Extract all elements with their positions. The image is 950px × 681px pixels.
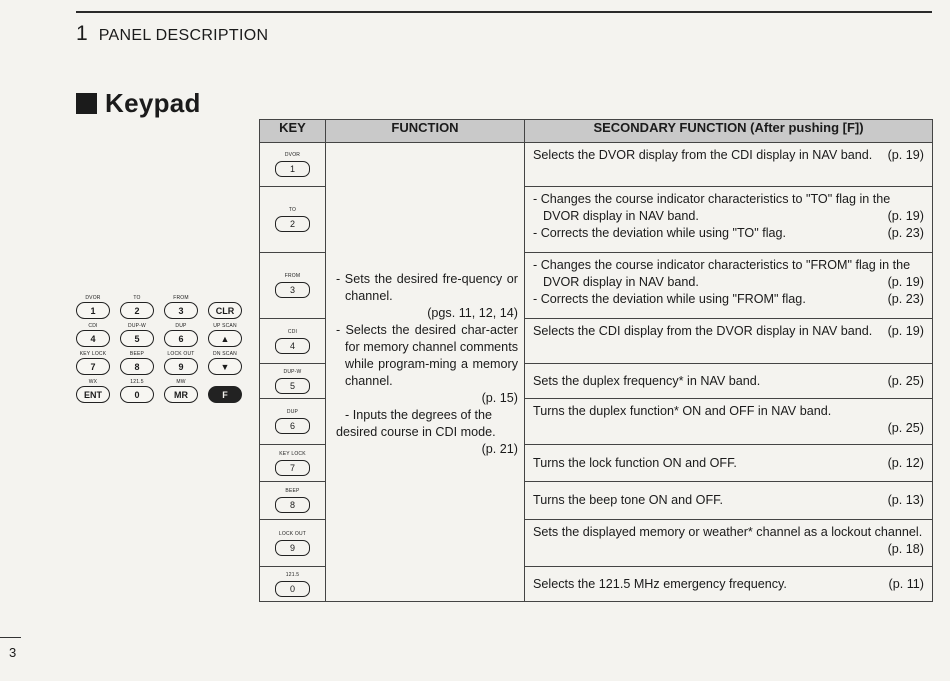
keypad-key-mr: MR xyxy=(164,386,198,403)
keypad-row xyxy=(74,295,244,319)
keypad-key-7: 7 xyxy=(76,358,110,375)
page-ref: (p. 12) xyxy=(887,455,924,470)
key-icon: 3 xyxy=(275,282,310,298)
key-cell xyxy=(260,520,326,567)
secondary-cell xyxy=(525,520,933,567)
keypad-label: UP SCAN xyxy=(213,323,237,329)
keypad-key-3: 3 xyxy=(164,302,198,319)
key-icon: 1 xyxy=(275,161,310,177)
keypad-label: MW xyxy=(176,379,186,385)
table-row xyxy=(260,143,933,187)
function-item: - Sets the desired fre-quency or channel. xyxy=(336,272,518,303)
page-ref: (p. 19) xyxy=(887,209,924,223)
header-secondary-function: SECONDARY FUNCTION (After pushing [F]) xyxy=(525,120,933,143)
key-label: BEEP xyxy=(285,488,300,494)
keypad-key-0: 0 xyxy=(120,386,154,403)
keypad-key-up: ▲ xyxy=(208,330,242,347)
secondary-text: Selects the 121.5 MHz emergency frequency. xyxy=(533,576,787,591)
key-label: DUP-W xyxy=(283,368,302,375)
secondary-text: Sets the duplex frequency* in NAV band. xyxy=(533,373,761,388)
section-square-icon xyxy=(76,93,97,114)
key-cell xyxy=(260,187,326,253)
page-ref: (p. 13) xyxy=(887,493,924,507)
keypad-label: 121.5 xyxy=(130,379,144,385)
page-ref: (p. 18) xyxy=(887,542,924,556)
keypad-function-table xyxy=(259,119,933,602)
secondary-text: - Changes the course indicator characteristics to "FROM" flag in the DVOR display in NAV band. xyxy=(533,258,911,289)
key-cell xyxy=(260,445,326,482)
page-ref: (p. 23) xyxy=(887,292,924,306)
key-icon: 4 xyxy=(275,338,310,354)
keypad-key-2: 2 xyxy=(120,302,154,319)
secondary-text: Selects the DVOR display from the CDI display in NAV band. xyxy=(533,148,873,162)
secondary-line xyxy=(533,257,924,291)
secondary-cell xyxy=(525,567,933,602)
secondary-cell xyxy=(525,187,933,253)
key-cell xyxy=(260,364,326,399)
keypad-label: DUP-W xyxy=(128,323,146,329)
page-number-rule xyxy=(0,637,21,638)
keypad-key-ent: ENT xyxy=(76,386,110,403)
page-ref: (p. 25) xyxy=(887,421,924,435)
keypad-label: WX xyxy=(88,379,98,385)
keypad-key-1: 1 xyxy=(76,302,110,319)
key-icon: 6 xyxy=(275,418,310,434)
key-icon: 8 xyxy=(275,497,310,513)
secondary-line xyxy=(533,225,924,242)
key-cell xyxy=(260,143,326,187)
key-label: DUP xyxy=(286,409,299,415)
key-cell xyxy=(260,482,326,520)
chapter-number: 1 xyxy=(76,22,88,45)
function-item: - Inputs the degrees of the desired course in CDI mode. xyxy=(336,408,496,439)
key-icon: 0 xyxy=(275,581,310,597)
key-cell xyxy=(260,399,326,445)
secondary-cell xyxy=(525,445,933,482)
key-icon: 5 xyxy=(275,378,310,394)
keypad-label: KEY LOCK xyxy=(79,351,107,357)
secondary-text: Turns the duplex function* ON and OFF in NAV band. xyxy=(533,404,832,418)
keypad-label: DUP xyxy=(175,323,187,329)
keypad-key-9: 9 xyxy=(164,358,198,375)
page-ref: (p. 23) xyxy=(887,226,924,240)
secondary-cell xyxy=(525,364,933,399)
header-function: FUNCTION xyxy=(326,120,525,143)
key-label: CDI xyxy=(287,328,298,335)
key-icon: 2 xyxy=(275,216,310,232)
key-label: 121.5 xyxy=(285,571,300,578)
key-label: LOCK OUT xyxy=(278,530,307,537)
function-ref: (p. 15) xyxy=(481,391,518,405)
key-cell xyxy=(260,319,326,364)
secondary-text: - Changes the course indicator characteristics to "TO" flag in the DVOR display in NAV band. xyxy=(533,192,891,223)
function-cell xyxy=(326,143,525,602)
secondary-cell xyxy=(525,143,933,187)
keypad-label: FROM xyxy=(173,295,189,301)
top-rule xyxy=(76,11,932,13)
keypad-key-4: 4 xyxy=(76,330,110,347)
key-label: FROM xyxy=(284,273,301,279)
keypad-row xyxy=(74,351,244,375)
key-icon: 7 xyxy=(275,460,310,476)
page-ref: (p. 19) xyxy=(887,324,924,338)
header-key: KEY xyxy=(260,120,326,143)
secondary-text: Sets the displayed memory or weather* channel as a lockout channel. xyxy=(533,525,923,539)
keypad-label: CDI xyxy=(88,323,98,329)
secondary-text: - Corrects the deviation while using "TO" flag. xyxy=(533,226,787,240)
secondary-text: Selects the CDI display from the DVOR display in NAV band. xyxy=(533,324,873,338)
secondary-text: - Corrects the deviation while using "FROM" flag. xyxy=(533,292,806,306)
section-title: Keypad xyxy=(105,88,201,118)
page-ref: (p. 11) xyxy=(888,576,924,591)
secondary-text: Turns the lock function ON and OFF. xyxy=(533,455,737,470)
keypad-label: LOCK OUT xyxy=(167,351,195,357)
secondary-line xyxy=(533,191,924,225)
key-icon: 9 xyxy=(275,540,310,556)
keypad-key-down: ▼ xyxy=(208,358,242,375)
keypad-label: TO xyxy=(133,295,141,301)
function-item: - Selects the desired char-acter for memory channel comments while program-ming a memory channel. xyxy=(336,323,518,388)
key-cell xyxy=(260,567,326,602)
keypad-row xyxy=(74,379,244,403)
secondary-text: Turns the beep tone ON and OFF. xyxy=(533,493,723,507)
secondary-line xyxy=(533,291,924,308)
secondary-cell xyxy=(525,253,933,319)
keypad-key-f: F xyxy=(208,386,242,403)
keypad-label: DVOR xyxy=(85,295,101,301)
secondary-cell xyxy=(525,319,933,364)
keypad-label: BEEP xyxy=(129,351,145,357)
function-ref: (pgs. 11, 12, 14) xyxy=(427,306,518,320)
key-label: DVOR xyxy=(284,152,301,158)
keypad-label: DN SCAN xyxy=(213,351,237,357)
keypad-illustration xyxy=(74,295,244,407)
chapter-heading xyxy=(76,22,268,46)
keypad-key-6: 6 xyxy=(164,330,198,347)
keypad-row xyxy=(74,323,244,347)
chapter-title: PANEL DESCRIPTION xyxy=(98,27,269,44)
page-ref: (p. 19) xyxy=(887,148,924,162)
key-label: TO xyxy=(288,207,297,213)
key-cell xyxy=(260,253,326,319)
page-ref: (p. 19) xyxy=(887,275,924,289)
keypad-key-8: 8 xyxy=(120,358,154,375)
page-ref: (p. 25) xyxy=(887,373,924,388)
keypad-key-clr: CLR xyxy=(208,302,242,319)
function-ref: (p. 21) xyxy=(481,442,518,456)
secondary-cell xyxy=(525,399,933,445)
key-label: KEY LOCK xyxy=(279,450,306,457)
secondary-cell xyxy=(525,482,933,520)
page-number: 3 xyxy=(9,645,17,660)
section-heading xyxy=(76,88,201,119)
keypad-key-5: 5 xyxy=(120,330,154,347)
table-header-row xyxy=(260,120,933,143)
